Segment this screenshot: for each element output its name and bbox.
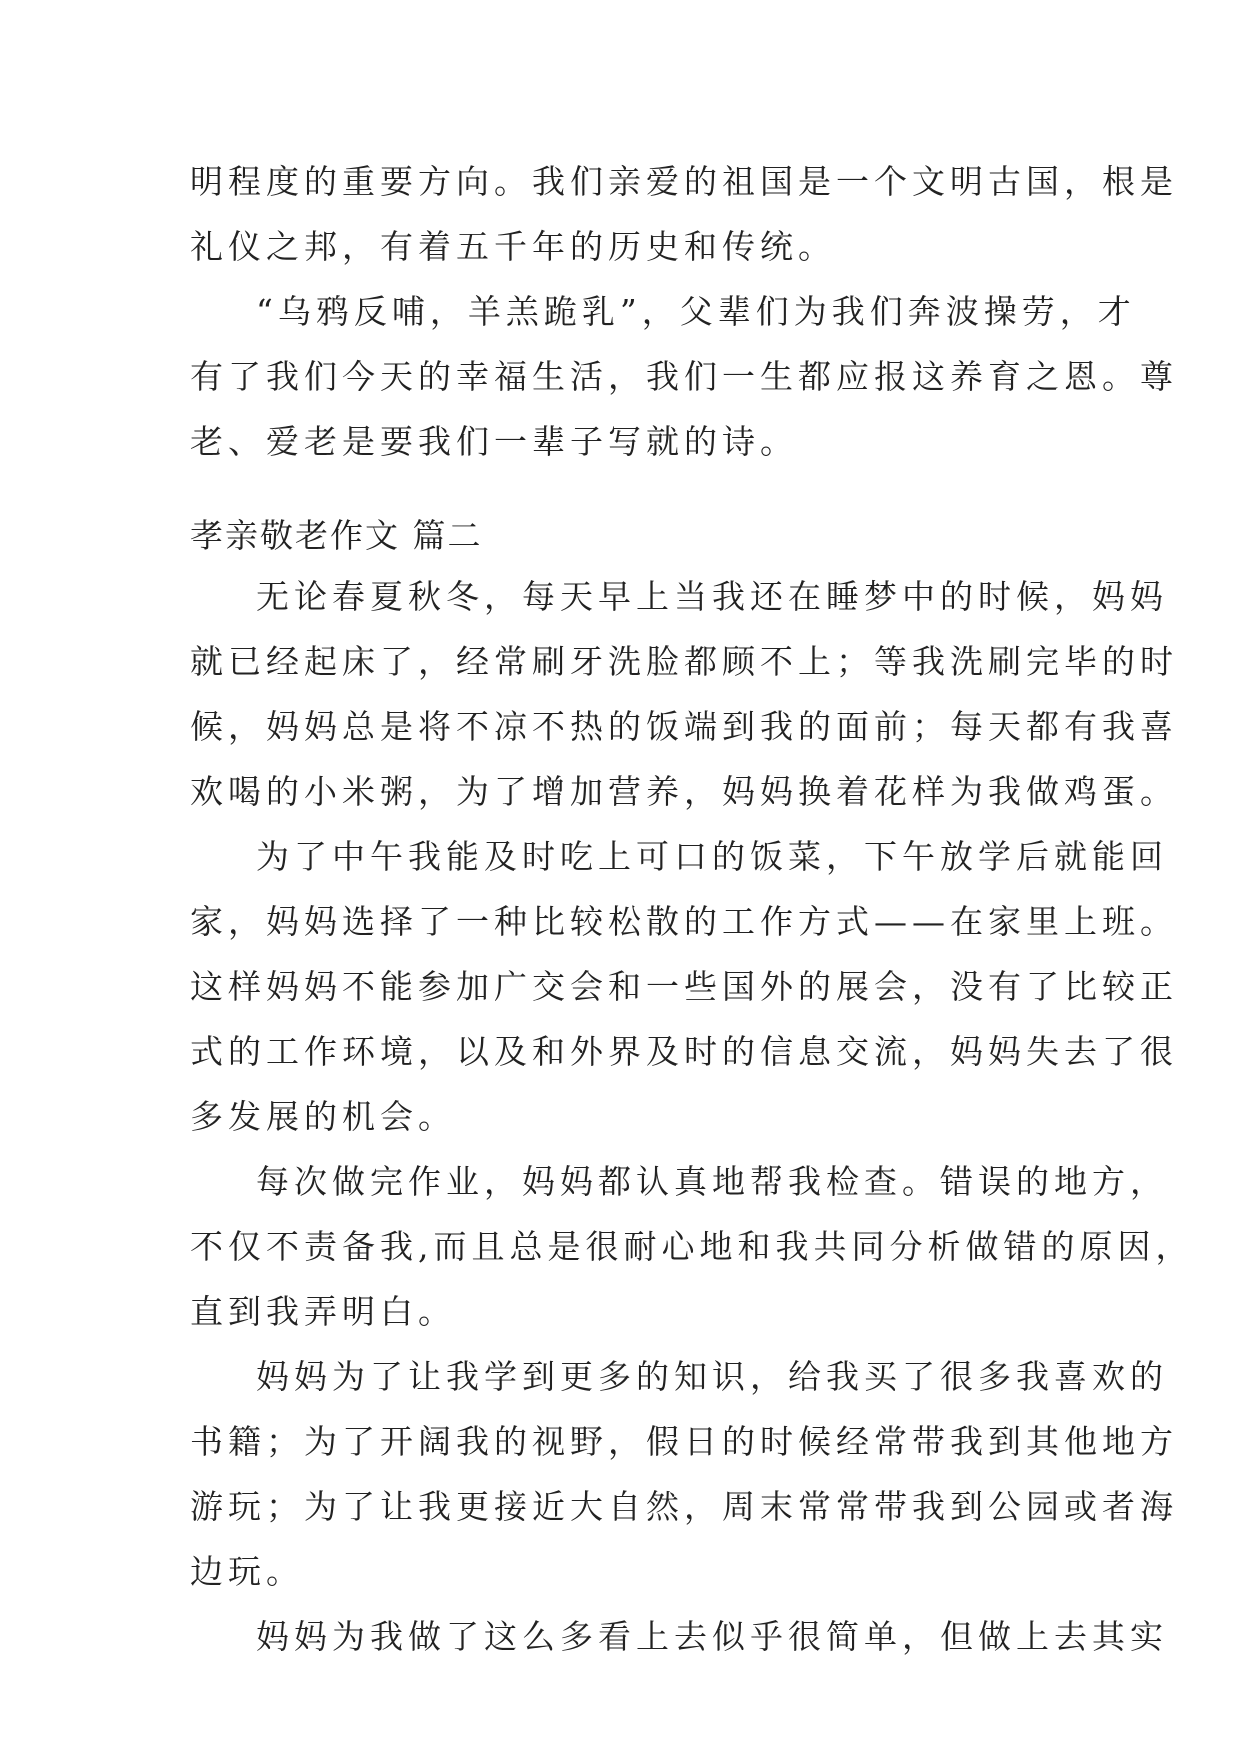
- text-line: 为了中午我能及时吃上可口的饭菜，下午放学后就能回: [256, 837, 1168, 876]
- text-line: 候，妈妈总是将不凉不热的饭端到我的面前；每天都有我喜: [190, 707, 1178, 746]
- text-line: 游玩；为了让我更接近大自然，周末常常带我到公园或者海: [190, 1487, 1178, 1526]
- text-line: 这样妈妈不能参加广交会和一些国外的展会，没有了比较正: [190, 967, 1178, 1006]
- text-line: 礼仪之邦，有着五千年的历史和传统。: [190, 227, 836, 266]
- text-line: 明程度的重要方向。我们亲爱的祖国是一个文明古国，根是: [190, 162, 1178, 201]
- section-heading: 孝亲敬老作文 篇二: [190, 516, 483, 555]
- text-line: 就已经起床了，经常刷牙洗脸都顾不上；等我洗刷完毕的时: [190, 642, 1178, 681]
- text-line: “乌鸦反哺，羊羔跪乳”，父辈们为我们奔波操劳，才: [256, 292, 1136, 331]
- text-line: 无论春夏秋冬，每天早上当我还在睡梦中的时候，妈妈: [256, 577, 1168, 616]
- text-line: 式的工作环境，以及和外界及时的信息交流，妈妈失去了很: [190, 1032, 1178, 1071]
- text-line: 有了我们今天的幸福生活，我们一生都应报这养育之恩。尊: [190, 357, 1178, 396]
- text-line: 家，妈妈选择了一种比较松散的工作方式——在家里上班。: [190, 902, 1178, 941]
- text-line: 每次做完作业，妈妈都认真地帮我检查。错误的地方，: [256, 1162, 1168, 1201]
- text-line: 多发展的机会。: [190, 1097, 456, 1136]
- text-line: 直到我弄明白。: [190, 1292, 456, 1331]
- text-line: 不仅不责备我,而且总是很耐心地和我共同分析做错的原因，: [190, 1227, 1194, 1266]
- text-line: 妈妈为了让我学到更多的知识，给我买了很多我喜欢的: [256, 1357, 1168, 1396]
- text-line: 欢喝的小米粥，为了增加营养，妈妈换着花样为我做鸡蛋。: [190, 772, 1178, 811]
- text-line: 书籍；为了开阔我的视野，假日的时候经常带我到其他地方: [190, 1422, 1178, 1461]
- text-line: 妈妈为我做了这么多看上去似乎很简单，但做上去其实: [256, 1617, 1168, 1656]
- text-line: 老、爱老是要我们一辈子写就的诗。: [190, 422, 798, 461]
- text-line: 边玩。: [190, 1552, 304, 1591]
